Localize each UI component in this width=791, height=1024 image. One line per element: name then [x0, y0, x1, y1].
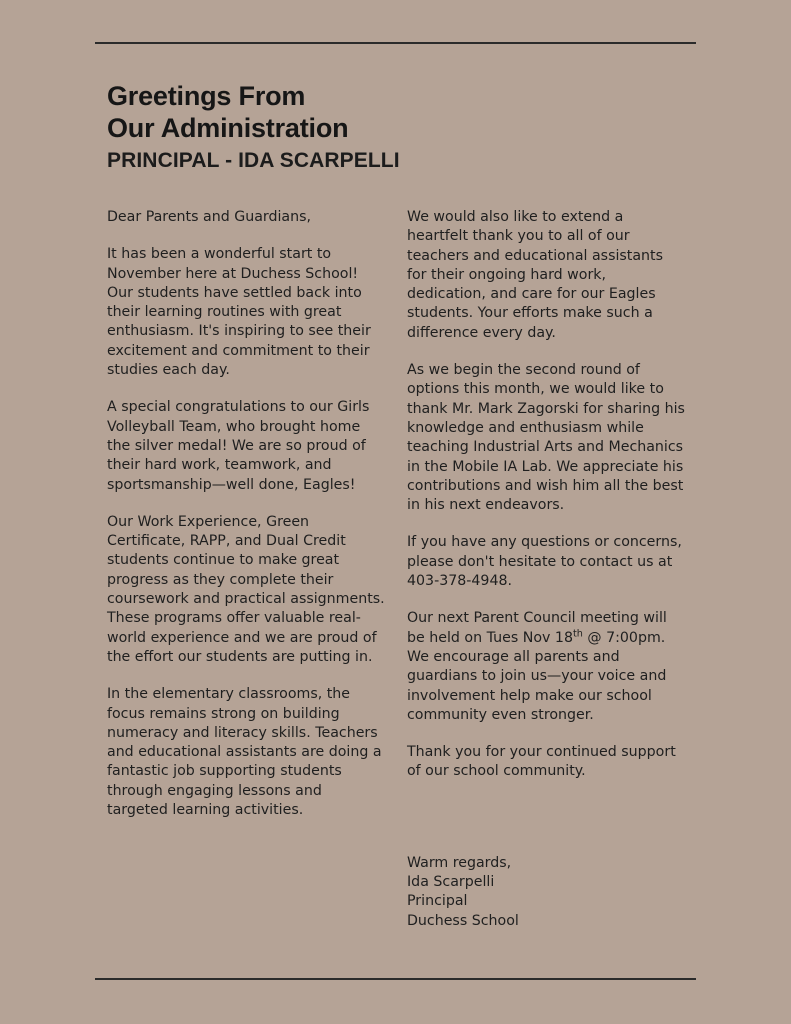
meeting-text-after: @ 7:00pm. We encourage all parents and guardians to join us—your voice and involvement help make our school community even stronger. [407, 629, 667, 723]
meeting-text-before: Our next Parent Council meeting will be held on Tues Nov 18 [407, 610, 667, 646]
page-subtitle: PRINCIPAL - IDA SCARPELLI [107, 149, 400, 172]
paragraph-elementary: In the elementary classrooms, the focus remains strong on building numeracy and literacy skills. Teachers and educational assistants are doing a fantastic job supporting students through engaging lessons and targeted learning activities. [107, 686, 382, 819]
page-title-line-2: Our Administration [107, 113, 349, 143]
page-title-line-1: Greetings From [107, 81, 306, 111]
body-columns [107, 208, 685, 931]
paragraph-november-start: It has been a wonderful start to November here at Duchess School! Our students have settled back into their learning routines with great enthusiasm. It's inspiring to see their excitement and commitment to their studies each day. [107, 246, 371, 379]
paragraph-closing: Thank you for your continued support of our school community. [407, 744, 676, 780]
paragraph-thank-you-staff: We would also like to extend a heartfelt thank you to all of our teachers and educational assistants for their ongoing hard work, dedication, and care for our Eagles students. Your efforts make such a difference every day. [407, 209, 663, 341]
signoff-block [407, 854, 685, 931]
signoff-line-3: Principal [407, 893, 468, 910]
salutation: Dear Parents and Guardians, [107, 209, 312, 225]
paragraph-volleyball: A special congratulations to our Girls Volleyball Team, who brought home the silver medal! We are so proud of their hard work, teamwork, and sportsmanship—well done, Eagles! [107, 399, 370, 493]
right-column [407, 208, 685, 931]
paragraph-contact: If you have any questions or concerns, please don't hesitate to contact us at 403-378-4948. [407, 534, 682, 590]
letter-content [107, 80, 685, 931]
meeting-date-suffix: th [573, 627, 583, 639]
signoff-line-2: Ida Scarpelli [407, 874, 495, 891]
top-divider [95, 42, 696, 44]
bottom-divider [95, 978, 696, 980]
signoff-line-4: Duchess School [407, 912, 519, 929]
signoff-line-1: Warm regards, [407, 854, 512, 871]
paragraph-parent-council [407, 609, 685, 725]
page-title [107, 80, 685, 144]
paragraph-options-zagorski: As we begin the second round of options this month, we would like to thank Mr. Mark Zagorski for sharing his knowledge and enthusiasm while teaching Industrial Arts and Mechanics in the Mobile IA Lab. We appreciate his contributions and wish him all the best in his next endeavors. [407, 362, 685, 514]
paragraph-programs: Our Work Experience, Green Certificate, RAPP, and Dual Credit students continue to make great progress as they complete their coursework and practical assignments. These programs offer valuable real-world experience and we are proud of the effort our students are putting in. [107, 513, 385, 665]
left-column [107, 208, 385, 931]
